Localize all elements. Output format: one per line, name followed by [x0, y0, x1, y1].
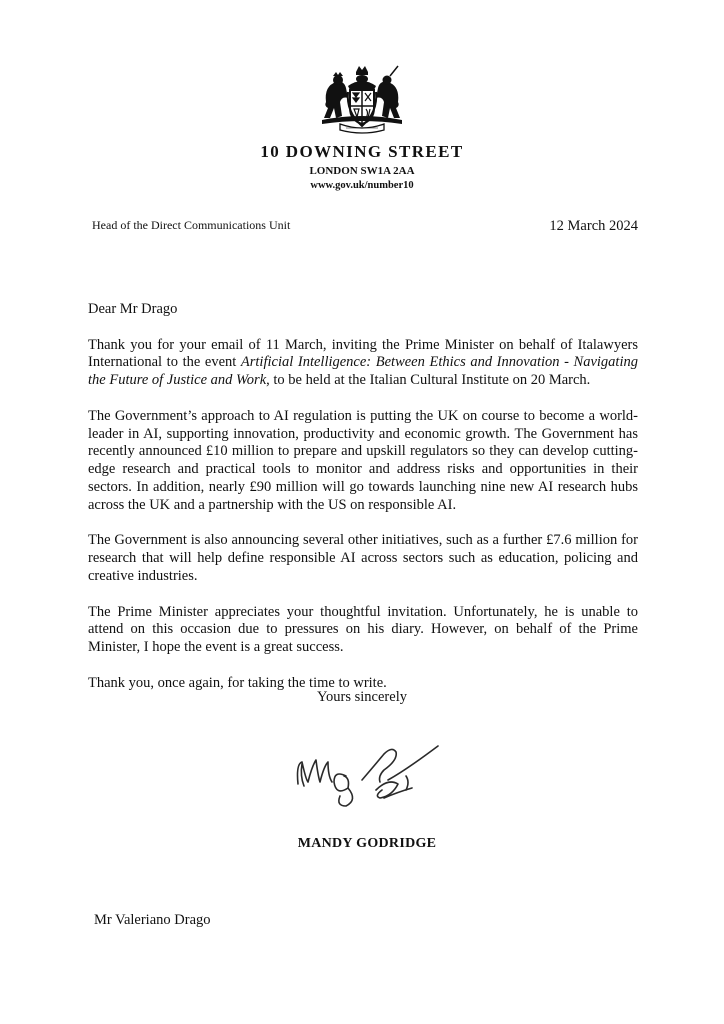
letterhead-city: LONDON SW1A 2AA	[309, 165, 415, 177]
letterhead-street: 10 DOWNING STREET	[260, 142, 464, 161]
signatory-name: MANDY GODRIDGE	[297, 836, 437, 851]
event-title: Artificial Intelligence: Between Ethics and Innovation - Navigating the Future of Justice and Work	[88, 354, 638, 389]
paragraph-1-start: Thank you for your email of 11 March, inviting the Prime Minister on behalf of Italawyers International to the event	[88, 336, 638, 371]
sender-unit: Head of the Direct Communications Unit	[92, 218, 291, 232]
letter-date: 12 March 2024	[549, 218, 638, 234]
valediction: Yours sincerely	[317, 689, 407, 705]
handwritten-signature-icon	[288, 736, 448, 812]
letter-body	[88, 301, 638, 710]
paragraph-3: The Government is also announcing several other initiatives, such as a further £7.6 million for research that will help define responsible AI across sectors such as education, policing and creative industries.	[88, 532, 638, 584]
paragraph-4: The Prime Minister appreciates your thoughtful invitation. Unfortunately, he is unable to attend on this occasion due to pressures on his diary. However, on behalf of the Prime Minister, I hope the event is a great success.	[88, 603, 638, 656]
paragraph-5: Thank you, once again, for taking the time to write.	[88, 674, 387, 691]
letterhead-website: www.gov.uk/number10	[310, 180, 414, 191]
paragraph-2: The Government’s approach to AI regulation is putting the UK on course to become a world-leader in AI, supporting innovation, productivity and economic growth. The Government has recently announced £10 million to prepare and upskill regulators so they can develop cutting-edge research and practical tools to monitor and address risks and opportunities in their sectors. In addition, nearly £90 million will go towards launching nine new AI research hubs across the UK and a partnership with the US on responsible AI.	[88, 407, 638, 513]
salutation: Dear Mr Drago	[88, 301, 178, 317]
paragraph-1	[88, 337, 638, 390]
recipient-name: Mr Valeriano Drago	[94, 912, 211, 928]
paragraph-1-end: , to be held at the Italian Cultural Institute on 20 March.	[266, 372, 591, 389]
royal-coat-of-arms-icon	[318, 62, 406, 134]
